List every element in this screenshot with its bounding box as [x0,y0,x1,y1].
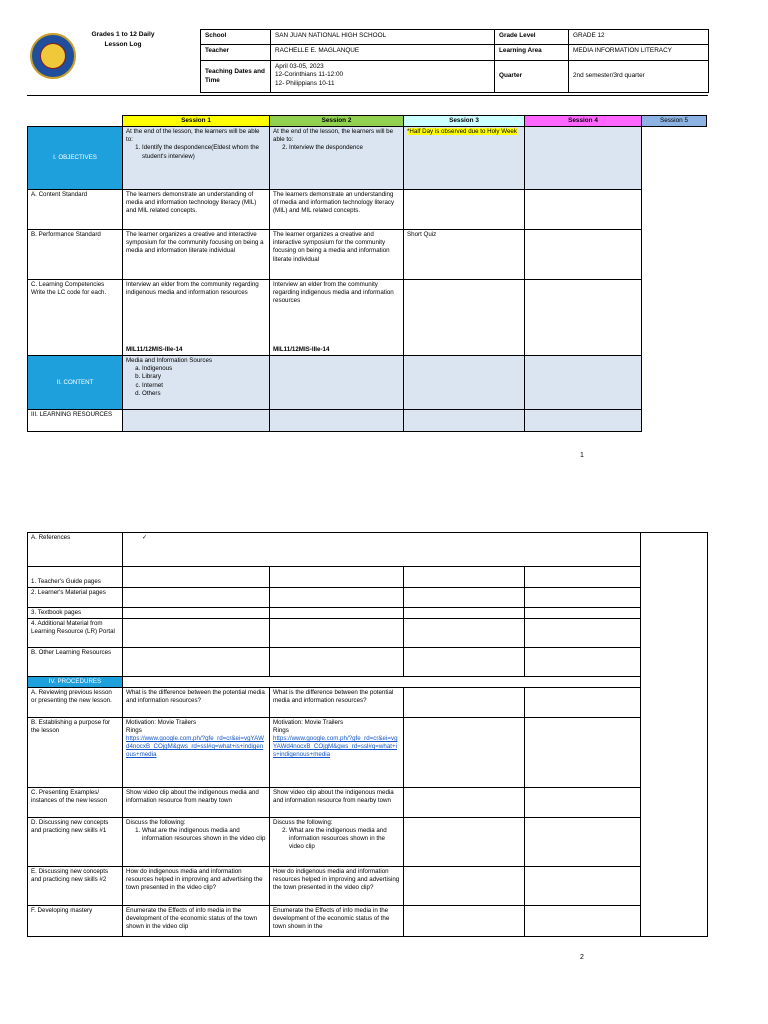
blank-corner [28,116,123,127]
procedures-row [123,677,641,688]
content-label: II. CONTENT [28,356,123,410]
discussing-1-s2-item: 2. What are the indigenous media and information resources shown in the video clip [289,827,400,851]
competencies-s2-text: Interview an elder from the community regarding indigenous media and information resources [273,281,394,305]
quarter-value: 2nd semester/3rd quarter [569,61,709,93]
content-standard-s4 [525,190,642,230]
learning-resources-s4 [525,410,642,432]
competencies-s1 [123,280,270,356]
or-s4 [525,648,641,677]
objectives-s2 [270,127,404,190]
competencies-s1-code: MIL11/12MIS-IIIe-14 [126,346,183,354]
content-s1 [123,356,270,410]
references-row [123,533,641,567]
discussing-1-s4 [525,818,641,867]
holy-week-note: *Half Day is observed due to Holy Week [407,128,517,136]
mastery-s2: Enumerate the Effects of info media in the development of the economic status of the town shown in the [270,906,404,937]
reviewing-s1: What is the difference between the potential media and information resources? [123,688,270,718]
lm-s1 [123,588,270,608]
area-value: MEDIA INFORMATION LITERACY [569,45,709,61]
dates-label: Teaching Dates and Time [201,61,271,93]
objectives-s2-item: 2. Interview the despondence [289,144,400,152]
discussing-1-s1-intro: Discuss the following: [126,819,186,827]
objectives-s2-intro: At the end of the lesson, the learners will be able to: [273,128,394,144]
purpose-s2 [270,718,404,788]
teacher-label: Teacher [201,45,271,61]
examples-label: C. Presenting Examples/ instances of the new lesson [28,788,123,818]
tg-s2 [270,567,404,588]
teacher-value: RACHELLE E. MAGLANQUE [271,45,495,61]
objectives-s1-item: 1. Identify the despondence(Eldest whom the student's interview) [142,144,266,160]
lm-s3 [404,588,525,608]
learners-material-label: 2. Learner's Material pages [28,588,123,608]
references-label: A. References [28,533,123,567]
competencies-s2-code: MIL11/12MIS-IIIe-14 [273,346,330,354]
learning-resources-s2 [270,410,404,432]
tb-s1 [123,608,270,619]
mastery-s3 [404,906,525,937]
header-divider [27,95,708,96]
doc-title: Grades 1 to 12 Daily Lesson Log [91,31,155,48]
lr-s3 [404,619,525,648]
mastery-s4 [525,906,641,937]
area-label: Learning Area [495,45,569,61]
session-5-column [641,533,708,937]
session-4-header: Session 4 [525,116,642,127]
objectives-s3 [404,127,525,190]
content-s1-title: Media and Information Sources [126,357,212,365]
competencies-label: C. Learning Competencies Write the LC code for each. [28,280,123,356]
dates-value [271,61,495,93]
performance-standard-s4 [525,230,642,280]
examples-s4 [525,788,641,818]
tb-s3 [404,608,525,619]
session-1-header: Session 1 [123,116,270,127]
purpose-s2-line: Rings [273,727,289,735]
objectives-s4 [525,127,642,190]
objectives-label: I. OBJECTIVES [28,127,123,190]
purpose-s4 [525,718,641,788]
content-standard-label: A. Content Standard [28,190,123,230]
purpose-s3 [404,718,525,788]
competencies-s1-text: Interview an elder from the community regarding indigenous media and information resources [126,281,259,297]
content-s1-item: c. Internet [142,382,266,390]
checkmark-icon: ✓ [142,534,148,541]
page-number: 1 [580,452,584,459]
page-number: 2 [580,954,584,961]
content-s3 [404,356,525,410]
competencies-s3 [404,280,525,356]
school-value: SAN JUAN NATIONAL HIGH SCHOOL [271,30,495,45]
discussing-1-s2 [270,818,404,867]
mastery-s1: Enumerate the Effects of info media in the development of the economic status of the town shown in the video clip [123,906,270,937]
lesson-table-page2 [27,532,708,937]
additional-material-label: 4. Additional Material from Learning Resource (LR) Portal [28,619,123,648]
reviewing-s3 [404,688,525,718]
discussing-1-s2-intro: Discuss the following: [273,819,333,827]
content-standard-s3 [404,190,525,230]
discussing-2-s4 [525,867,641,906]
learning-resources-s3 [404,410,525,432]
grade-label: Grade Level [495,30,569,45]
school-label: School [201,30,271,45]
discussing-1-s1 [123,818,270,867]
purpose-s1 [123,718,270,788]
lm-s2 [270,588,404,608]
quarter-label: Quarter [495,61,569,93]
content-s4 [525,356,642,410]
performance-standard-s3: Short Quiz [404,230,525,280]
purpose-label: B. Establishing a purpose for the lesson [28,718,123,788]
competencies-s4 [525,280,642,356]
examples-s2: Show video clip about the indigenous media and information resource from nearby town [270,788,404,818]
discussing-1-s3 [404,818,525,867]
content-s2 [270,356,404,410]
performance-standard-s2: The learner organizes a creative and interactive symposium for the community focusing on being a media and information literate individual [270,230,404,280]
performance-standard-s1: The learner organizes a creative and interactive symposium for the community focusing on being a media and information literate individual [123,230,270,280]
objectives-s1-intro: At the end of the lesson, the learners will be able to: [126,128,260,144]
discussing-2-s3 [404,867,525,906]
tb-s4 [525,608,641,619]
or-s1 [123,648,270,677]
learning-resources-label: III. LEARNING RESOURCES [28,410,123,432]
session-2-header: Session 2 [270,116,404,127]
content-standard-s1: The learners demonstrate an understanding of media and information technology literacy (MIL) and MIL related concepts. [123,190,270,230]
tg-s4 [525,567,641,588]
content-s1-item: a. Indigenous [142,365,266,373]
purpose-s2-line: Motivation: Movie Trailers [273,719,344,727]
objectives-s1 [123,127,270,190]
lr-s1 [123,619,270,648]
purpose-s1-link[interactable]: https://www.google.com.ph/?gfe_rd=cr&ei=vgYAWd4nocxB_COjgM&gws_rd=ssl#q=what+is+indigenous+media [126,735,264,759]
discussing-2-s2: How do indigenous media and information resources helped in improving and advertising the town presented in the video clip? [270,867,404,906]
discussing-1-s1-item: 1. What are the indigenous media and information resources shown in the video clip [142,827,266,843]
lesson-table-page1 [27,115,707,432]
purpose-s2-link[interactable]: https://www.google.com.ph/?gfe_rd=cr&ei=vgYAWd4nocxB_COjgM&gws_rd=ssl#q=what+is+indigenous+media [273,735,398,759]
tg-s3 [404,567,525,588]
content-standard-s2: The learners demonstrate an understanding of media and information technology literacy (MIL) and MIL related concepts. [270,190,404,230]
procedures-label: IV. PROCEDURES [28,677,123,688]
lm-s4 [525,588,641,608]
reviewing-s4 [525,688,641,718]
purpose-s1-line: Motivation: Movie Trailers [126,719,197,727]
competencies-s2 [270,280,404,356]
or-s3 [404,648,525,677]
purpose-s1-line: Rings [126,727,142,735]
performance-standard-label: B. Performance Standard [28,230,123,280]
dates-line: 12-Corinthians 11-12:00 [275,71,344,79]
other-resources-label: B. Other Learning Resources [28,648,123,677]
tb-s2 [270,608,404,619]
content-s1-item: d. Others [142,390,266,398]
examples-s3 [404,788,525,818]
lr-s4 [525,619,641,648]
content-s1-item: b. Library [142,373,266,381]
reviewing-s2: What is the difference between the potential media and information resources? [270,688,404,718]
learning-resources-s1 [123,410,270,432]
dates-line: 12- Philippians 10-11 [275,79,335,87]
reviewing-label: A. Reviewing previous lesson or presenting the new lesson. [28,688,123,718]
textbook-label: 3. Textbook pages [28,608,123,619]
lr-s2 [270,619,404,648]
discussing-2-label: E. Discussing new concepts and practicing new skills #2 [28,867,123,906]
session-3-header: Session 3 [404,116,525,127]
tg-s1 [123,567,270,588]
deped-seal [30,33,76,79]
discussing-2-s1: How do indigenous media and information resources helped in improving and advertising the town presented in the video clip? [123,867,270,906]
dates-line: April 03-05, 2023 [275,63,324,70]
teachers-guide-label: 1. Teacher's Guide pages [28,567,123,588]
session-5-header: Session 5 [642,116,707,127]
discussing-1-label: D. Discussing new concepts and practicing new skills #1 [28,818,123,867]
examples-s1: Show video clip about the indigenous media and information resource from nearby town [123,788,270,818]
grade-value: GRADE 12 [569,30,709,45]
or-s2 [270,648,404,677]
header-info-table [200,29,709,93]
mastery-label: F. Developing mastery [28,906,123,937]
